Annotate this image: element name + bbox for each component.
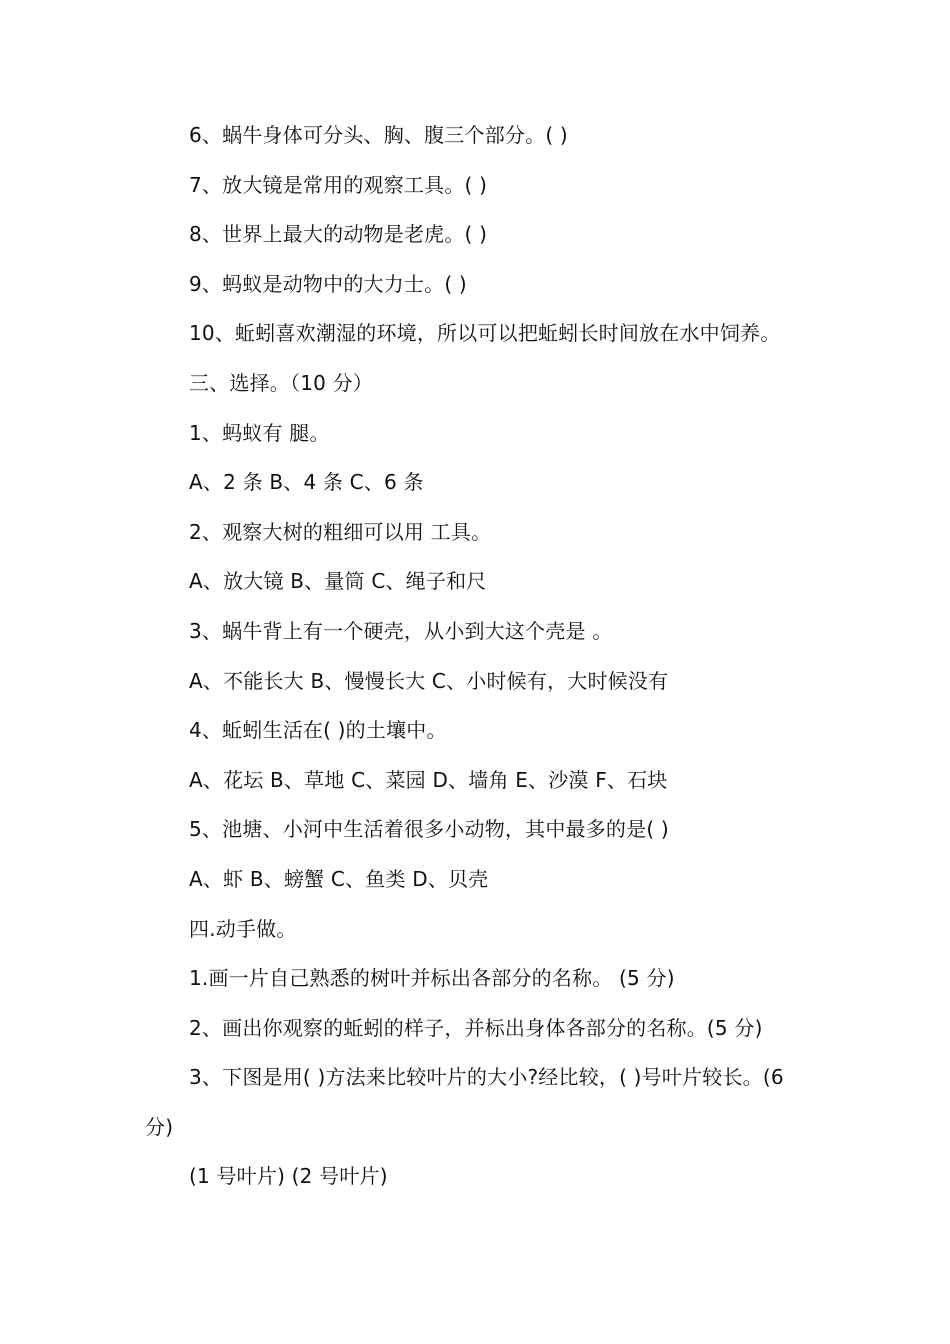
choice-options-4: A、花坛 B、草地 C、菜园 D、墙角 E、沙漠 F、石块 — [189, 767, 668, 792]
hands-on-task-3-continued: 分) — [145, 1114, 174, 1139]
choice-question-5: 5、池塘、小河中生活着很多小动物，其中最多的是( ) — [189, 817, 669, 842]
choice-options-3: A、不能长大 B、慢慢长大 C、小时候有，大时候没有 — [189, 668, 669, 693]
document-body — [145, 111, 825, 1202]
true-false-item-9: 9、蚂蚁是动物中的大力士。( ) — [189, 271, 467, 296]
true-false-item-8: 8、世界上最大的动物是老虎。( ) — [189, 222, 488, 247]
true-false-item-10: 10、蚯蚓喜欢潮湿的环境，所以可以把蚯蚓长时间放在水中饲养。 — [189, 321, 781, 346]
choice-question-2: 2、观察大树的粗细可以用 工具。 — [189, 519, 492, 544]
leaf-labels: (1 号叶片) (2 号叶片) — [189, 1164, 388, 1189]
choice-question-4: 4、蚯蚓生活在( )的土壤中。 — [189, 718, 447, 743]
choice-options-1: A、2 条 B、4 条 C、6 条 — [189, 470, 424, 495]
true-false-item-6: 6、蜗牛身体可分头、胸、腹三个部分。( ) — [189, 123, 568, 147]
hands-on-task-3: 3、下图是用( )方法来比较叶片的大小?经比较，( )号叶片较长。(6 — [189, 1065, 784, 1090]
true-false-item-7: 7、放大镜是常用的观察工具。( ) — [189, 172, 488, 197]
choice-options-2: A、放大镜 B、量筒 C、绳子和尺 — [189, 569, 487, 594]
choice-question-3: 3、蜗牛背上有一个硬壳，从小到大这个壳是 。 — [189, 618, 613, 643]
hands-on-task-2: 2、画出你观察的蚯蚓的样子，并标出身体各部分的名称。(5 分) — [189, 1015, 763, 1040]
choice-options-5: A、虾 B、螃蟹 C、鱼类 D、贝壳 — [189, 866, 489, 891]
section-heading-choice: 三、选择。（10 分） — [189, 370, 374, 395]
choice-question-1: 1、蚂蚁有 腿。 — [189, 420, 330, 445]
hands-on-task-1: 1.画一片自己熟悉的树叶并标出各部分的名称。 (5 分) — [189, 966, 675, 991]
section-heading-hands-on: 四.动手做。 — [189, 916, 297, 941]
